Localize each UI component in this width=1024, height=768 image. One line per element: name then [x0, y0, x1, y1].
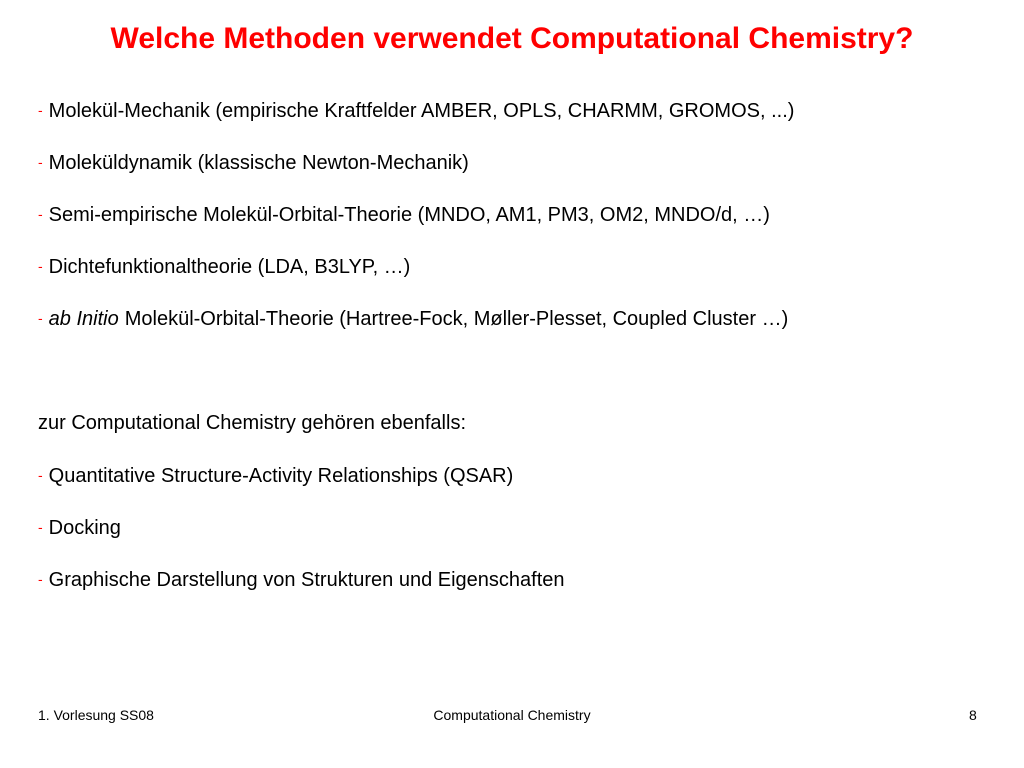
- bullet-dash: -: [38, 571, 43, 587]
- slide-title: Welche Methoden verwendet Computational Chemistry?: [110, 22, 914, 55]
- bullet-dash: -: [38, 519, 43, 535]
- subheading: zur Computational Chemistry gehören ebenfalls:: [38, 412, 466, 434]
- bullet-dash: -: [38, 467, 43, 483]
- bullet-molekueldynamik: [38, 150, 469, 175]
- bullet-dash: -: [38, 206, 43, 222]
- bullet-italic-text: ab Initio: [48, 308, 119, 330]
- bullet-text: Molekül-Mechanik (empirische Kraftfelder AMBER, OPLS, CHARMM, GROMOS, ...): [48, 100, 795, 122]
- bullet-text: Graphische Darstellung von Strukturen und Eigenschaften: [48, 569, 565, 591]
- bullet-text: Dichtefunktionaltheorie (LDA, B3LYP, …): [48, 256, 411, 278]
- bullet-ab-initio: [38, 306, 788, 331]
- bullet-graphische-darstellung: [38, 567, 565, 592]
- bullet-text: Semi-empirische Molekül-Orbital-Theorie (MNDO, AM1, PM3, OM2, MNDO/d, …): [48, 204, 770, 226]
- bullet-dichtefunktionaltheorie: [38, 254, 410, 279]
- bullet-text: Docking: [48, 517, 121, 539]
- footer-lecture: 1. Vorlesung SS08: [38, 707, 154, 723]
- bullet-text: Moleküldynamik (klassische Newton-Mechanik): [48, 152, 469, 174]
- bullet-dash: -: [38, 102, 43, 118]
- bullet-semi-empirische: [38, 202, 770, 227]
- bullet-qsar: [38, 463, 513, 488]
- footer-course: Computational Chemistry: [433, 707, 591, 723]
- bullet-text: Molekül-Orbital-Theorie (Hartree-Fock, Møller-Plesset, Coupled Cluster …): [124, 308, 789, 330]
- page-number: 8: [969, 707, 977, 723]
- bullet-dash: -: [38, 258, 43, 274]
- bullet-text: Quantitative Structure-Activity Relationships (QSAR): [48, 465, 514, 487]
- bullet-dash: -: [38, 310, 43, 326]
- bullet-docking: [38, 515, 121, 540]
- bullet-dash: -: [38, 154, 43, 170]
- bullet-molekuel-mechanik: [38, 98, 794, 123]
